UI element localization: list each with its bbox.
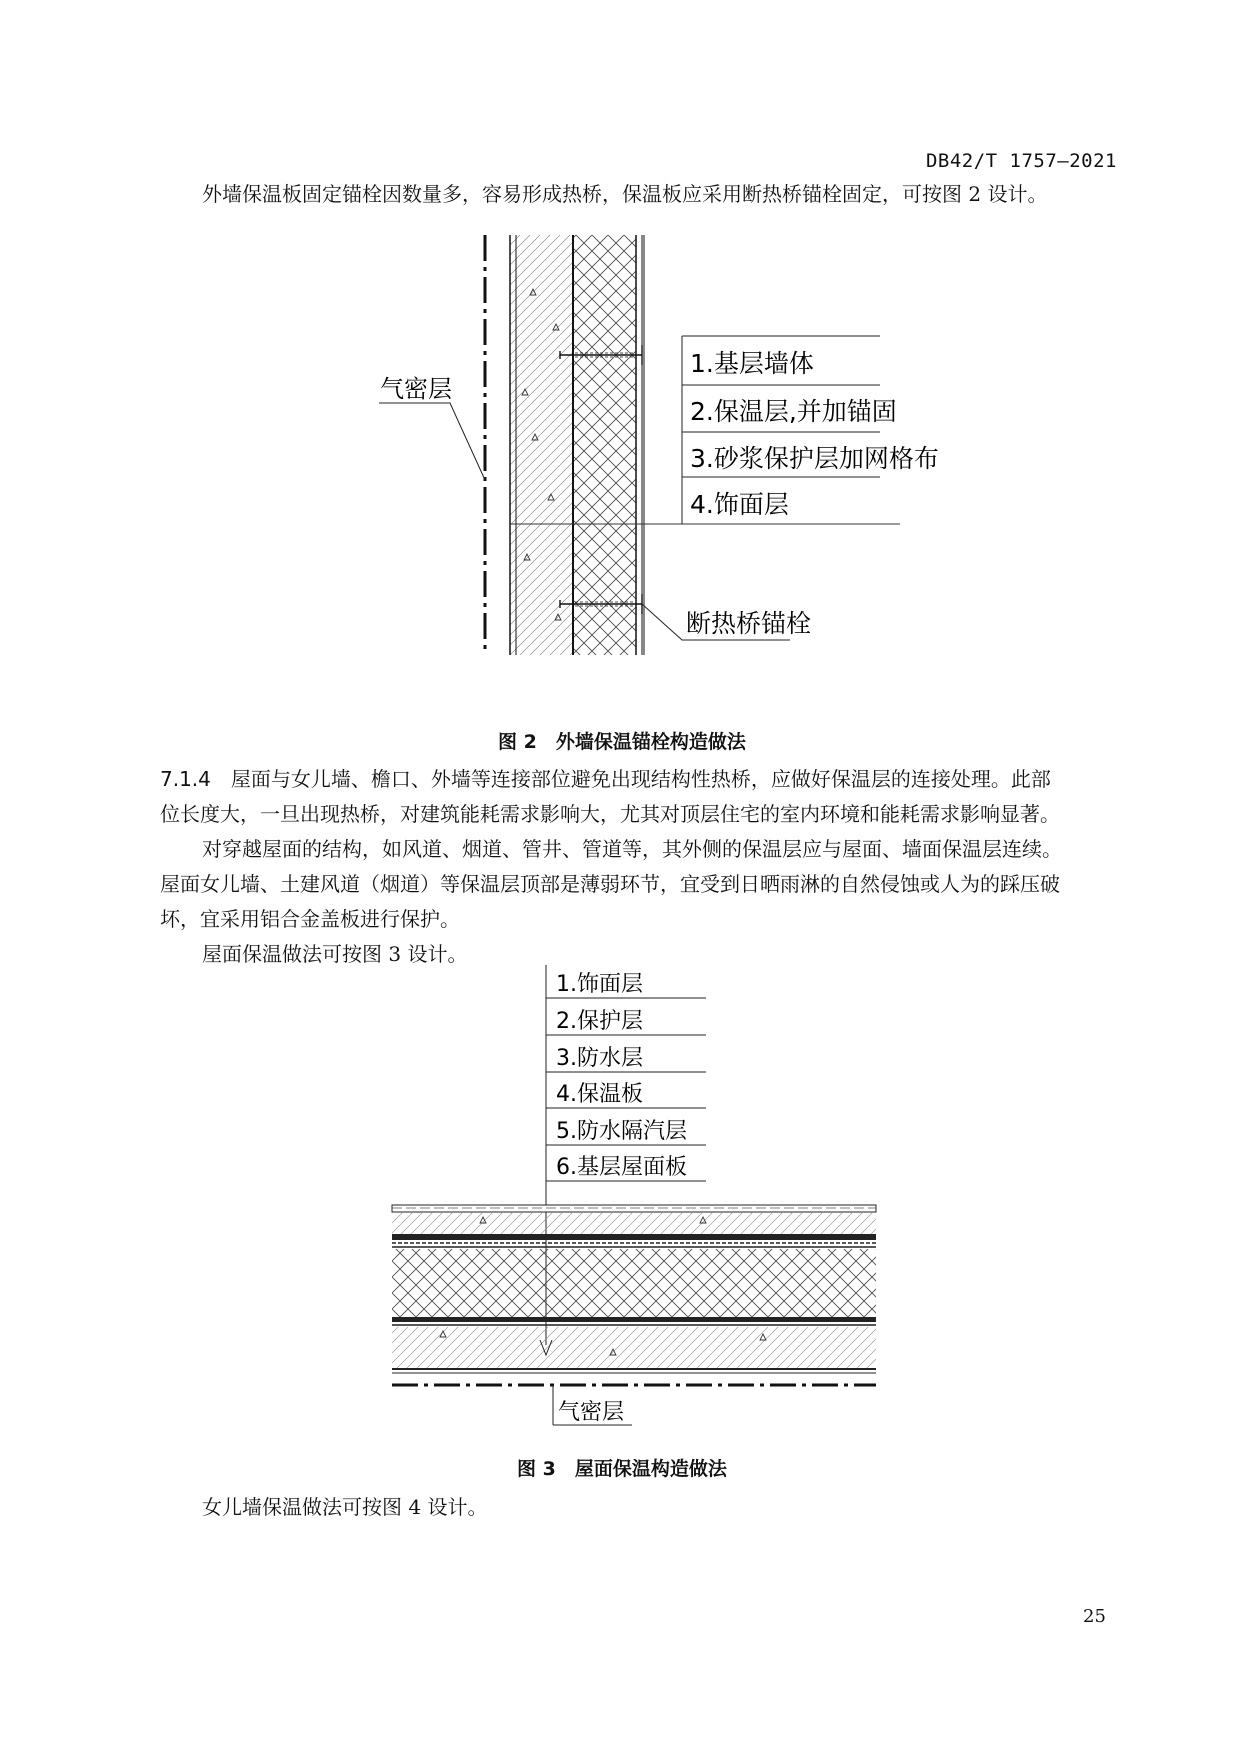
paragraph-penetrations-1: 对穿越屋面的结构，如风道、烟道、管井、管道等，其外侧的保温层应与屋面、墙面保温层连续。 — [202, 837, 1062, 861]
fig2-air-tight-label: 气密层 — [380, 375, 452, 403]
roof-waterproof-layer — [392, 1234, 876, 1240]
roof-insulation-board — [392, 1249, 876, 1317]
insulation-board — [574, 235, 636, 655]
standard-code: DB42/T 1757—2021 — [925, 150, 1117, 172]
roof-vapor-barrier — [392, 1317, 876, 1322]
clause-text-line-1: 屋面与女儿墙、檐口、外墙等连接部位避免出现结构性热桥，应做好保温层的连接处理。此部 — [230, 767, 1051, 791]
paragraph-penetrations-2: 屋面女儿墙、土建风道（烟道）等保温层顶部是薄弱环节，宜受到日晒雨淋的自然侵蚀或人为的踩压破 — [160, 872, 1060, 896]
paragraph-anchor-intro: 外墙保温板固定锚栓因数量多，容易形成热桥，保温板应采用断热桥锚栓固定，可按图 2 设计。 — [202, 182, 1048, 206]
fig2-anchor-label: 断热桥锚栓 — [686, 609, 812, 638]
fig3-layer-6: 6.基层屋面板 — [556, 1155, 687, 1180]
roof-protection-layer — [392, 1212, 876, 1234]
page-number: 25 — [1083, 1606, 1106, 1627]
fig3-layer-4: 4.保温板 — [556, 1082, 643, 1107]
fig2-layer-2: 2.保温层,并加锚固 — [690, 397, 897, 426]
fig3-layer-2: 2.保护层 — [556, 1009, 643, 1034]
base-wall — [510, 235, 573, 655]
fig3-layer-1: 1.饰面层 — [556, 972, 643, 997]
figure-3-caption: 图 3 屋面保温构造做法 — [517, 1458, 727, 1480]
paragraph-parapet-ref: 女儿墙保温做法可按图 4 设计。 — [202, 1495, 488, 1519]
roof-base-slab — [392, 1327, 876, 1369]
paragraph-penetrations-3: 坏，宜采用铝合金盖板进行保护。 — [160, 907, 460, 931]
fig2-layer-4: 4.饰面层 — [690, 490, 789, 519]
fig3-air-tight-label: 气密层 — [558, 1400, 625, 1425]
clause-number: 7.1.4 — [160, 767, 211, 791]
clause-7-1-4 — [160, 762, 1120, 797]
roof-finish-layer — [392, 1205, 876, 1212]
fig2-layer-3: 3.砂浆保护层加网格布 — [690, 444, 939, 473]
figure-2-wall-anchor-diagram — [0, 235, 1241, 655]
fig3-layer-5: 5.防水隔汽层 — [556, 1119, 687, 1144]
fig2-layer-1: 1.基层墙体 — [690, 349, 814, 378]
figure-2-caption: 图 2 外墙保温锚栓构造做法 — [498, 731, 746, 753]
fig3-layer-3: 3.防水层 — [556, 1046, 643, 1071]
paragraph-roof-ref: 屋面保温做法可按图 3 设计。 — [202, 942, 468, 966]
clause-text-line-2: 位长度大，一旦出现热桥，对建筑能耗需求影响大，尤其对顶层住宅的室内环境和能耗需求影响显著。 — [160, 802, 1060, 826]
figure-3-roof-diagram — [0, 965, 1241, 1465]
